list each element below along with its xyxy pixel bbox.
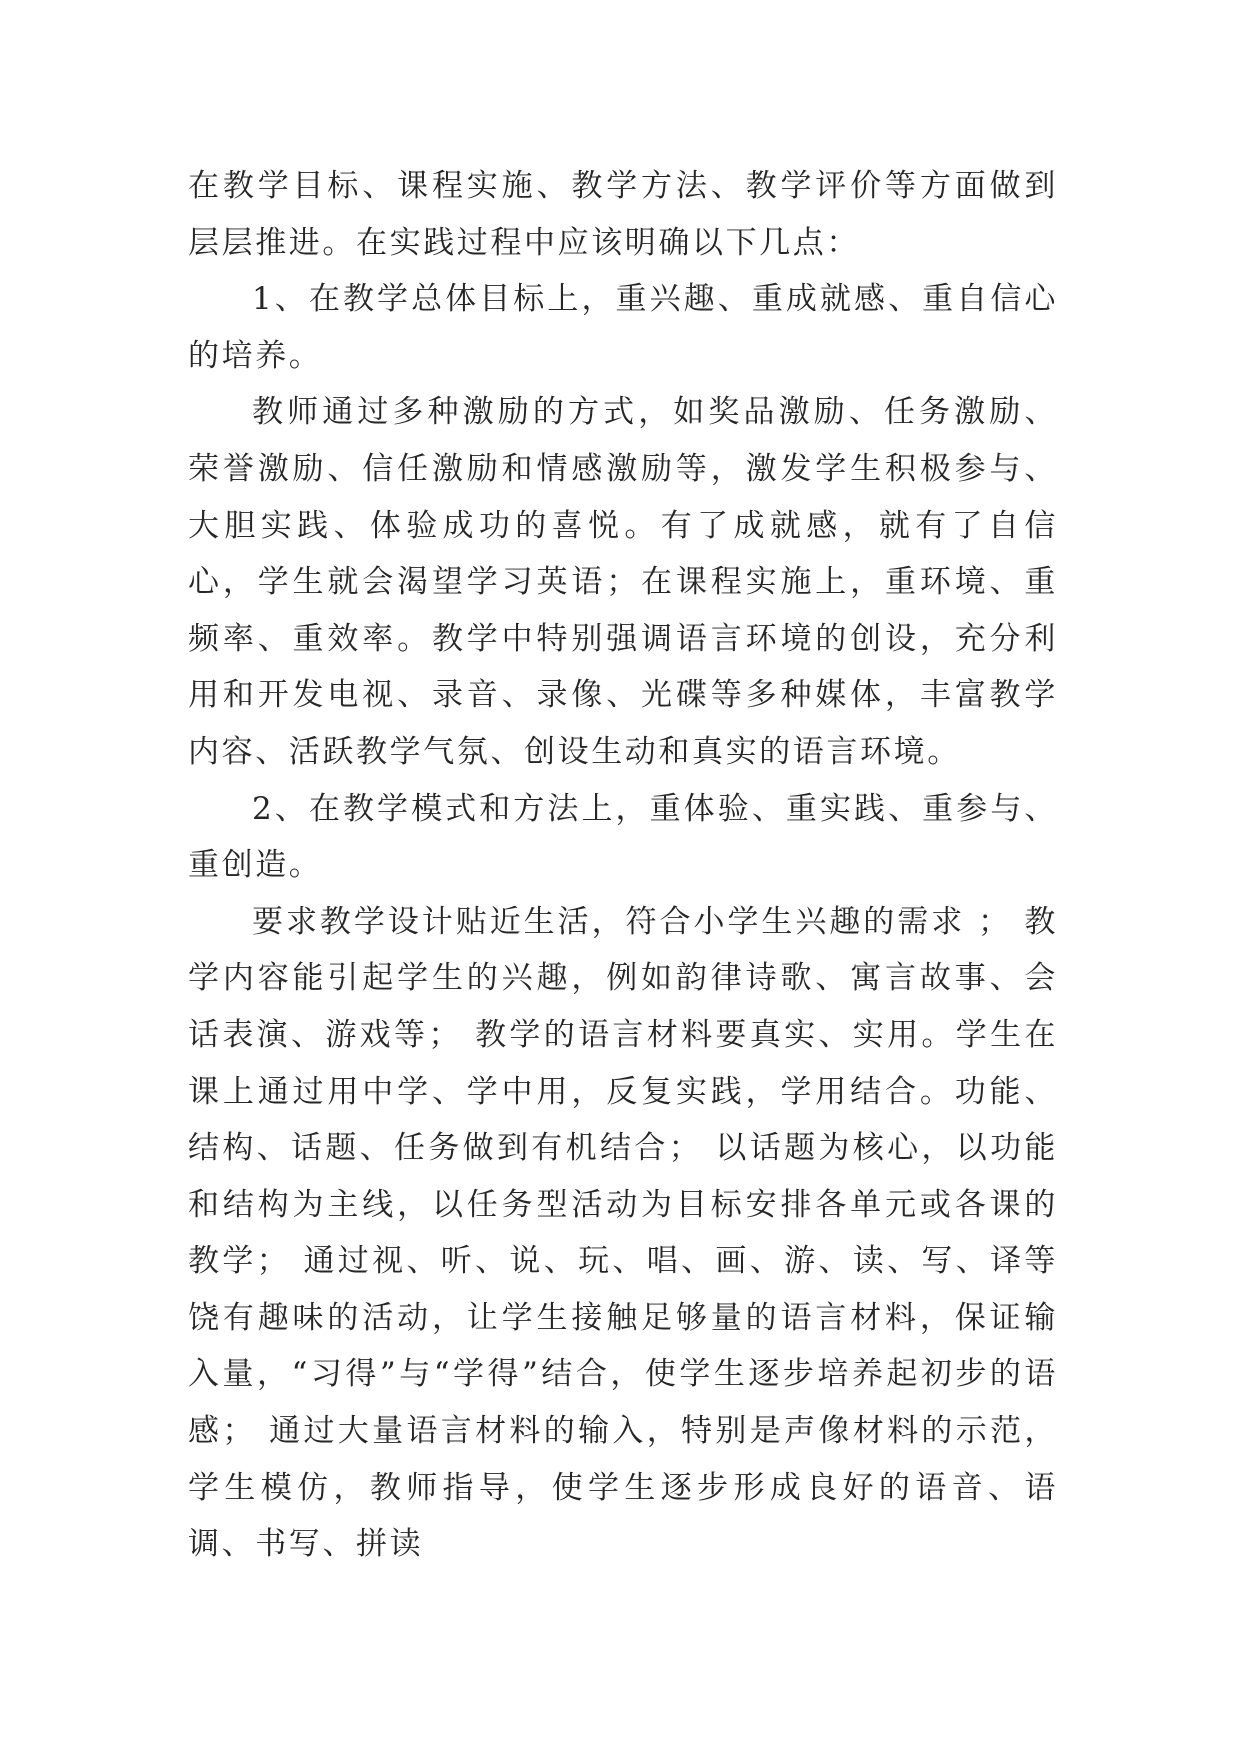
paragraph-intro: 在教学目标、课程实施、教学方法、教学评价等方面做到层层推进。在实践过程中应该明确以下几点：	[188, 168, 1058, 261]
paragraph-motivation: 教师通过多种激励的方式，如奖品激励、任务激励、荣誉激励、信任激励和情感激励等，激发学生积极参与、大胆实践、体验成功的喜悦。有了成就感，就有了自信心，学生就会渴望学习英语；在课程实施上，重环境、重频率、重效率。教学中特别强调语言环境的创设，充分利用和开发电视、录音、录像、光碟等多种媒体，丰富教学内容、活跃教学气氛、创设生动和真实的语言环境。	[188, 394, 1058, 770]
paragraph-requirements: 要求教学设计贴近生活，符合小学生兴趣的需求 ； 教学内容能引起学生的兴趣，例如韵律诗歌、寓言故事、会话表演、游戏等； 教学的语言材料要真实、实用。学生在课上通过用中学、学中用，反复实践，学用结合。功能、结构、话题、任务做到有机结合； 以话题为核心，以功能和结构为主线，以任务型活动为目标安排各单元或各课的教学； 通过视、听、说、玩、唱、画、游、读、写、译等饶有趣味的活动，让学生接触足够量的语言材料，保证输入量，“习得”与“学得”结合，使学生逐步培养起初步的语感； 通过大量语言材料的输入，特别是声像材料的示范，学生模仿，教师指导，使学生逐步形成良好的语音、语调、书写、拼读	[188, 903, 1058, 1563]
paragraph-point-1: 1、在教学总体目标上，重兴趣、重成就感、重自信心的培养。	[188, 281, 1058, 374]
document-body	[188, 158, 1058, 1573]
paragraph-point-2: 2、在教学模式和方法上，重体验、重实践、重参与、重创造。	[188, 790, 1058, 884]
